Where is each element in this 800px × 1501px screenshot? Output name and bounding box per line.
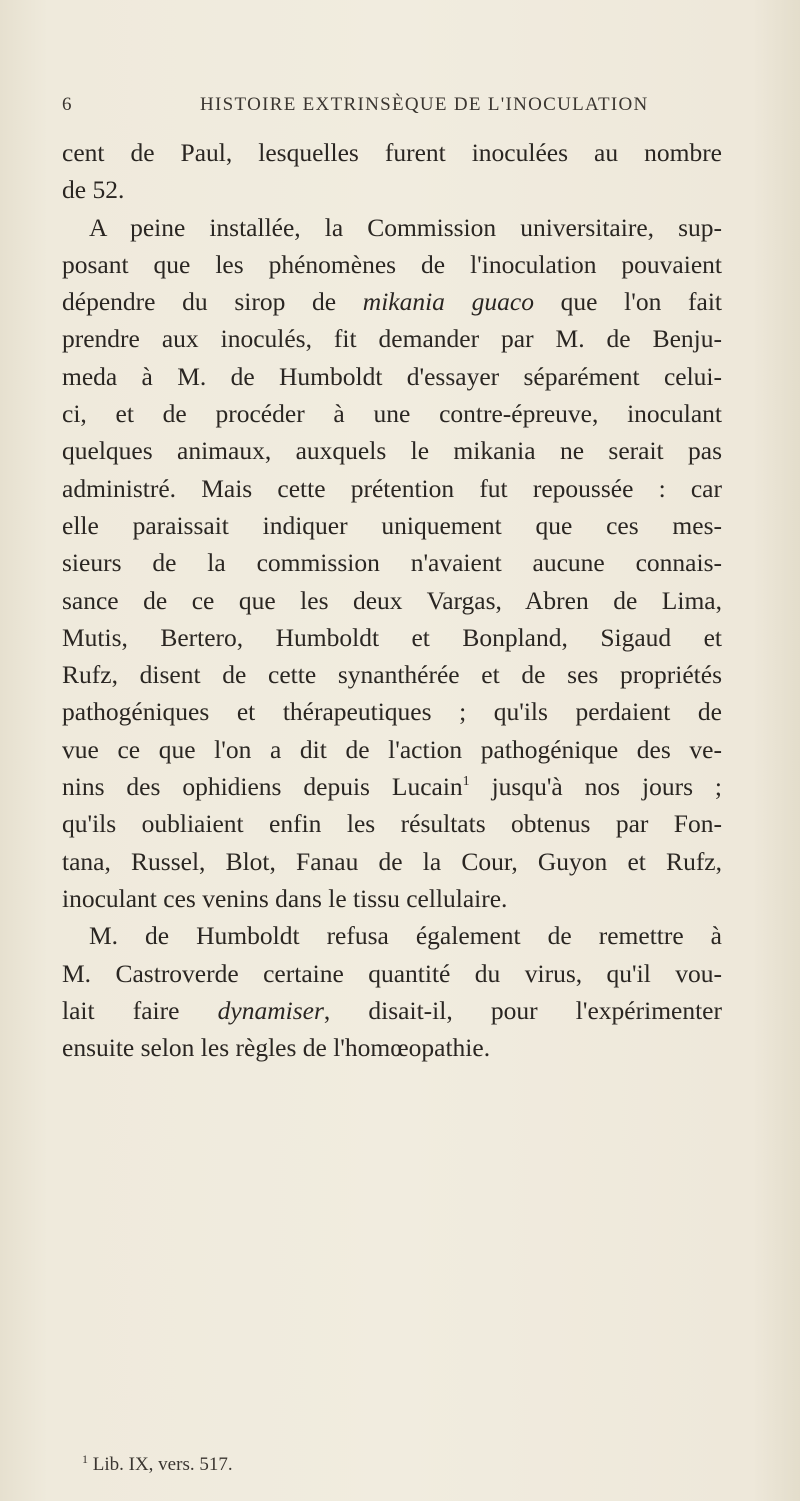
footnote-marker: 1 [82, 1452, 88, 1466]
footnote [82, 1454, 233, 1476]
text-segment: dépendre du sirop de [62, 287, 363, 317]
text-line: Mutis, Bertero, Humboldt et Bonpland, Sigaud et [62, 622, 722, 652]
text-line: vue ce que l'on a dit de l'action pathogénique des ve- [62, 734, 722, 764]
paragraph-start-line: A peine installée, la Commission universitaire, sup- [89, 212, 722, 242]
paragraph-start-line: M. de Humboldt refusa également de remettre à [89, 921, 722, 951]
text-line: sance de ce que les deux Vargas, Abren de Lima, [62, 585, 722, 615]
text-segment: que l'on fait [533, 287, 722, 317]
text-line: prendre aux inoculés, fit demander par M. de Benju- [62, 324, 722, 354]
text-line: cent de Paul, lesquelles furent inoculées au nombre [62, 138, 722, 167]
text-line: quelques animaux, auxquels le mikania ne serait pas [62, 436, 722, 466]
italic-term: mikania guaco [362, 287, 534, 317]
italic-term: dynamiser [217, 995, 324, 1025]
footnote-text: Lib. IX, vers. 517. [92, 1454, 233, 1475]
text-line: elle paraissait indiquer uniquement que ces mes- [62, 510, 722, 540]
text-line: tana, Russel, Blot, Fanau de la Cour, Guyon et Rufz, [62, 846, 722, 876]
text-line: pathogéniques et thérapeutiques ; qu'ils perdaient de [62, 697, 722, 727]
text-line: meda à M. de Humboldt d'essayer séparément celui- [62, 361, 722, 391]
text-segment: lait faire [62, 995, 218, 1025]
page-number: 6 [62, 94, 73, 115]
body-text [62, 134, 722, 1066]
text-line [62, 768, 722, 805]
text-segment: jusqu'à nos jours ; [469, 772, 722, 802]
running-head [62, 94, 702, 122]
text-segment: nins des ophidiens depuis Lucain [62, 772, 463, 802]
text-line: M. Castroverde certaine quantité du virus, qu'il vou- [62, 958, 722, 988]
text-segment: , disait-il, pour l'expérimenter [323, 995, 722, 1025]
text-line: ensuite selon les règles de l'homœopathie. [62, 1033, 491, 1063]
text-line: inoculant ces venins dans le tissu cellulaire. [62, 883, 508, 913]
footnote-reference: 1 [462, 774, 470, 790]
text-line [62, 992, 722, 1029]
text-line: administré. Mais cette prétention fut repoussée : car [62, 473, 722, 503]
text-line: Rufz, disent de cette synanthérée et de ses propriétés [62, 660, 722, 690]
text-line: de 52. [62, 175, 125, 205]
text-line [62, 283, 722, 320]
text-line: qu'ils oubliaient enfin les résultats obtenus par Fon- [62, 809, 722, 839]
text-line: posant que les phénomènes de l'inoculation pouvaient [62, 249, 722, 279]
text-line: ci, et de procéder à une contre-épreuve, inoculant [62, 399, 722, 429]
text-line: sieurs de la commission n'avaient aucune connais- [62, 548, 722, 578]
running-title: HISTOIRE EXTRINSÈQUE DE L'INOCULATION [200, 94, 649, 115]
